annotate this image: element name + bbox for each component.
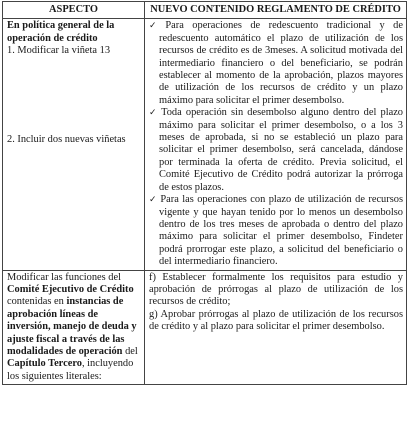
content-cell xyxy=(145,270,407,385)
checkmark-icon: ✓ xyxy=(149,195,158,206)
aspect-cell xyxy=(3,19,145,270)
table-row xyxy=(3,19,407,270)
literal-g: g) Aprobar prórrogas al plazo de utilización de los recursos de crédito y al plazo para solicitar el primer desembolso. xyxy=(149,308,403,333)
aspect-item-2: 2. Incluir dos nuevas viñetas xyxy=(7,133,126,145)
header-nuevo-contenido: NUEVO CONTENIDO REGLAMENTO DE CRÉDITO xyxy=(145,2,407,19)
aspect-cell xyxy=(3,270,145,385)
bullet-text-3: Para las operaciones con plazo de utilización de recursos vigente y que hayan tenido por lo menos un desembolso dentro de los tres meses de aprobada o dentro del plazo máximo para solicitar el primer desembolso, Findeter podrá prorrogar este plazo, a solicitud del beneficiario o del intermediario financiero. xyxy=(159,194,403,268)
bullet-text-1: Para operaciones de redescuento tradicional y de redescuento automático el plazo de utilización de los recursos de crédito es de 3meses. A solicitud motivada del intermediario financiero o del beneficiario, se podrán establecer al momento de la aprobación, plazos mayores de utilización de los recursos de crédito y un plazo máximo para solicitar el primer desembolso. xyxy=(159,20,403,106)
literal-f: f) Establecer formalmente los requisitos para estudio y aprobación de prórrogas al plazo de utilización de los recursos de crédito; xyxy=(149,271,403,308)
list-item xyxy=(149,20,403,107)
bullet-text-2: Toda operación sin desembolso alguno dentro del plazo máximo para solicitar el primer desembolso, o a los 3 meses de aprobada, si no se estableció un plazo para solicitar el primer desembolso, será cancelada, dándose por terminada la oferta de crédito. Previa solicitud, el Comité Ejecutivo de Crédito podrá autorizar la prórroga de estos plazos. xyxy=(159,107,403,193)
aspect-item-1: 1. Modificar la viñeta 13 xyxy=(7,45,111,57)
content-cell xyxy=(145,19,407,270)
table-header-row xyxy=(3,2,407,19)
document-page xyxy=(2,1,406,385)
table-row xyxy=(3,270,407,385)
aspect-title: En política general de la operación de crédito xyxy=(7,20,115,44)
header-aspecto: ASPECTO xyxy=(3,2,145,19)
list-item xyxy=(149,194,403,268)
aspect-text: Modificar las funciones del Comité Ejecutivo de Crédito contenidas en instancias de aprobación líneas de inversión, manejo de deuda y ajuste fiscal a través de las modalidades de operación del Capítulo Tercero, incluyendo los siguientes literales: xyxy=(7,271,138,382)
checkmark-icon: ✓ xyxy=(149,108,159,119)
regulation-table xyxy=(2,1,407,385)
checkmark-icon: ✓ xyxy=(149,21,163,32)
list-item xyxy=(149,107,403,194)
